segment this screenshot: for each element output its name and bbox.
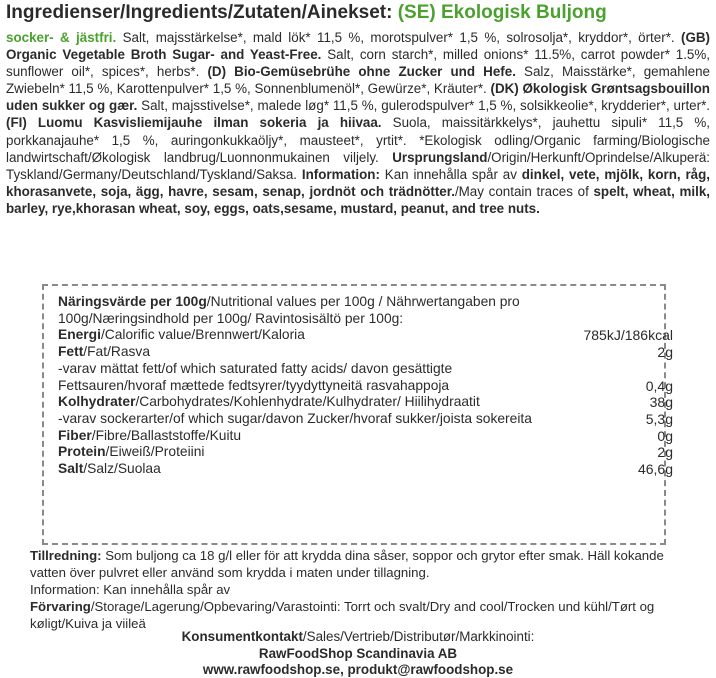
carbs-label-rest: /Carbohydrates/Kohlenhydrate/Kulhydrater/ Hiilihydraatit [135, 394, 480, 410]
fiber-label: Fiber [58, 427, 92, 443]
nutrition-row-energy [58, 327, 673, 344]
ingredients-heading [6, 2, 710, 24]
ingredients-text [6, 29, 710, 217]
nutrition-row-saturated [58, 360, 673, 394]
salt-value: 46,6g [637, 461, 673, 478]
se-title-cont: socker- & jästfri. [6, 30, 117, 45]
energy-label: Energi [58, 327, 101, 343]
se-text: Salt, majsstärkelse*, mald lök* 11,5 %, morotspulver* 1,5 %, solrosolja*, kryddor*, örter*. [116, 30, 681, 45]
fat-label-rest: /Fat/Rasva [83, 344, 151, 360]
energy-value: 785kJ/186kcal [583, 327, 673, 344]
fat-value: 2g [657, 344, 673, 361]
preparation-body: Som buljong ca 18 g/l eller för att krydda dina såser, soppor och grytor efter smak. Häll kokande vatten över pulvret eller använd som krydda i maten under tillagning. [30, 548, 664, 581]
sugar-label: -varav sockerarter/of which sugar/davon Zucker/hvoraf sukker/joista sokereita [58, 410, 532, 426]
saturated-label: -varav mättat fett/of which saturated fatty acids/ davon gesättigte Fettsauren/hvoraf mættede fedtsyrer/tyydyttyneitä rasvahappoja [58, 360, 453, 393]
info-allergens: dinkel, vete, mjölk, korn, råg, khorasanvete, soja, ägg, havre, sesam, senap, jordnöt och trädnötter. [6, 166, 711, 199]
gb-title: (GB) Organic Vegetable Broth Sugar- and Yeast-Free. [6, 30, 710, 63]
nutrition-row-salt [58, 461, 673, 478]
company-web: www.rawfoodshop.se, produkt@rawfoodshop.se [202, 662, 514, 677]
info-en-allergens: spelt, wheat, milk, barley, rye,khorasan wheat, soy, eggs, oats,sesame, mustard, peanut, and tree nuts. [6, 183, 710, 216]
info-en-text: /May contain traces of [454, 183, 594, 199]
protein-label: Protein [58, 444, 106, 460]
carbs-value: 38g [649, 394, 673, 411]
fi-text: Suola, maissitärkkelys*, jauhettu sipuli* 11,5 %, porkkanajauhe* 1,5 %, auringonkukkaöljy*, mausteet*, yrtit*. *Ekologisk odling/Organic farming/Biologische landwirtschaft/Økologisk landbrug/Luonnonmukainen viljely. [6, 115, 710, 165]
sugar-value: 5,3g [645, 410, 673, 427]
fat-label: Fett [58, 344, 84, 360]
nutrition-title-rest: /Nutritional values per 100g / Nährwertangaben pro 100g/Næringsindhold per 100g/ Ravintosisältö per 100g: [58, 294, 520, 326]
fiber-label-rest: /Fibre/Ballaststoffe/Kuitu [91, 427, 242, 443]
salt-label-rest: /Salz/Suolaa [83, 461, 161, 477]
contact-text: /Sales/Vertrieb/Distributør/Markkinointi: [302, 629, 535, 644]
heading-rest: /Ingredients/Zutaten/Ainekset: [120, 2, 398, 23]
preparation-info: Information: Kan innehålla spår av [30, 582, 231, 598]
info-label: Information: [301, 166, 380, 182]
fiber-value: 0g [657, 427, 673, 444]
storage-body: /Storage/Lagerung/Opbevaring/Varastointi: Torrt och svalt/Dry and cool/Trocken und kühl/Tørt og køligt/Kuiva ja viileä [30, 599, 655, 632]
protein-label-rest: /Eiweiß/Proteiini [105, 444, 205, 460]
origin-label: Ursprungsland [392, 149, 488, 165]
nutrition-row-carbs [58, 394, 673, 411]
origin-text: /Origin/Herkunft/Oprindelse/Alkuperä: Tyskland/Germany/Deutschland/Tyskland/Saksa. [6, 149, 710, 182]
contact-line [0, 628, 716, 645]
dk-title: (DK) Økologisk Grøntsagsbouillon uden sukker og gær. [6, 81, 710, 114]
storage-label: Förvaring [30, 599, 91, 615]
preparation-label: Tillredning: [30, 548, 102, 563]
saturated-value: 0,4g [645, 377, 673, 394]
nutrition-title [58, 294, 543, 327]
carbs-label: Kolhydrater [58, 394, 136, 410]
nutrition-row-fiber [58, 427, 673, 445]
nutrition-row-fat [58, 344, 673, 361]
heading-prefix: Ingredienser [6, 2, 121, 23]
se-title: (SE) Ekologisk Buljong [397, 2, 607, 23]
company-name: RawFoodShop Scandinavia AB [258, 646, 458, 661]
dk-text: Salt, majsstivelse*, malede løg* 11,5 %, gulerodspulver* 1,5 %, solsikkeolie*, krydderier*, urter*. [137, 98, 711, 114]
nutrition-row-sugar [58, 410, 673, 428]
nutrition-row-protein [58, 444, 673, 461]
d-title: (D) Bio-Gemüsebrühe ohne Zucker und Hefe. [207, 64, 516, 80]
info-text: Kan innehålla spår av [379, 166, 522, 182]
d-text: Salz, Maisstärke*, gemahlene Zwiebeln* 11,5 %, Karottenpulver* 1,5 %, Sonnenblumenöl*, Gewürze*, Kräuter*. [6, 64, 710, 97]
salt-label: Salt [58, 461, 84, 477]
contact-label: Konsumentkontakt [181, 629, 303, 644]
gb-text: Salt, corn starch*, milled onions* 11.5%, carrot powder* 1.5%, sunflower oil*, spices*, herbs*. [6, 47, 710, 80]
nutrition-title-bold: Näringsvärde per 100g [58, 294, 207, 309]
fi-title: (FI) Luomu Kasvisliemijauhe ilman sokeria ja hiivaa. [6, 115, 382, 131]
preparation-text [30, 547, 700, 581]
preparation-block [30, 547, 700, 632]
energy-label-rest: /Calorific value/Brennwert/Kaloria [100, 327, 305, 343]
protein-value: 2g [657, 444, 673, 461]
nutrition-box [42, 284, 673, 545]
